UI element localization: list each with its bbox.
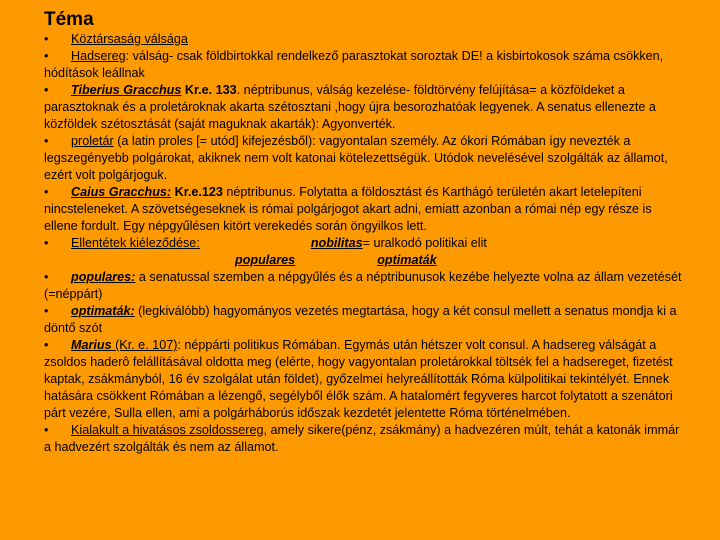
topic-crisis: Köztársaság válsága <box>71 32 188 46</box>
paragraph-army <box>44 48 684 82</box>
paragraph-tiberius <box>44 82 684 133</box>
name-caius: Caius Gracchus: <box>71 185 172 199</box>
slide-title: Téma <box>44 9 94 30</box>
text-marius: : néppárti politikus Rómában. Egymás után hétszer volt consul. A hadsereg válságát a zsoldos haderô felállításával oldotta meg (elérte, hogy vagyontalan proletárokkal töltsék fel a hadsereget, fizetést kaptak, zsákmányból, 16 év szolgálat után földet), győzelmei helyreállították Róma külpolitikai tekintélyét. Ennek hatására csökkent Rómában a lézengő, segélyből élők szám. A hatalomért fegyveres harcot folytatott a szenátori párt vezére, Sulla ellen, ami a polgárháborús időszak kezdetét jelentette Róma történelmében. <box>44 338 673 420</box>
name-marius: Marius <box>71 338 116 352</box>
paragraph-marius <box>44 337 684 422</box>
name-tiberius: Tiberius Gracchus <box>71 83 182 97</box>
term-proletar: proletár <box>71 134 114 148</box>
text-caius: néptribunus. Folytatta a földosztást és Karthágó területén akart letelepíteni nincsteleneket. A szövetségeseknek is római polgárjogot akart adni, emiatt azonban a római nép egy része is ellene fordult. Egy népgyűlésen kitört verekedés során öngyilkos lett. <box>44 185 652 233</box>
bullet: • <box>44 423 49 437</box>
term-conflicts: Ellentétek kiéleződése: <box>71 236 200 250</box>
bullet: • <box>44 83 49 97</box>
bullet: • <box>44 134 49 148</box>
term-army: Hadsereg <box>71 49 126 63</box>
term-populares-heading: populares <box>235 253 296 267</box>
text-proletar: (a latin proles [= utód] kifejezésből): vagyontalan személy. Az ókori Rómában így nevezték a legszegényebb polgárokat, akiknek nem volt katonai kötelezettségük. Utódok nevelésével szolgálták az államot, ezért volt polgárjoguk. <box>44 134 668 182</box>
term-optimatak: optimaták: <box>71 304 135 318</box>
paragraph-mercenary <box>44 422 684 456</box>
term-populares: populares: <box>71 270 136 284</box>
paragraph-conflicts <box>44 235 684 252</box>
text-army: : válság- csak földbirtokkal rendelkező parasztokat soroztak DE! a kisbirtokosok száma csökken, hódítások leállnak <box>44 49 664 80</box>
date-tiberius: Kr.e. 133 <box>181 83 237 97</box>
term-nobilitas: nobilitas <box>310 236 363 250</box>
paragraph-proletar <box>44 133 684 184</box>
date-caius: Kr.e.123 <box>171 185 223 199</box>
text-tiberius: . néptribunus, válság kezelése- földtörvény felújítása= a közföldeket a parasztoknak és a proletároknak akarta szétosztani ,hogy újra besorozhatóak legyenek. A senatus ellenezte a közföldek szétosztását (saját maguknak akarták): Agyonverték. <box>44 83 656 131</box>
term-mercenary: Kialakult a hivatásos zsoldossereg <box>71 423 264 437</box>
text-populares: a senatussal szemben a népgyűlés és a néptribunusok kezébe helyezte volna az állam vezetését (=néppárt) <box>44 270 682 301</box>
text-mercenary: , amely sikere(pénz, zsákmány) a hadvezéren múlt, tehát a katonák immár a hadvezért szolgálták és nem az államot. <box>44 423 680 454</box>
bullet: • <box>44 32 49 46</box>
paragraph-factions <box>44 252 684 269</box>
paragraph-optimatak <box>44 303 684 337</box>
text-nobilitas: = uralkodó politikai elit <box>362 236 487 250</box>
paragraph-crisis <box>44 31 684 48</box>
bullet: • <box>44 304 49 318</box>
paragraph-populares <box>44 269 684 303</box>
bullet: • <box>44 185 49 199</box>
paragraph-caius <box>44 184 684 235</box>
bullet: • <box>44 236 49 250</box>
bullet: • <box>44 270 49 284</box>
term-optimatak-heading: optimaták <box>377 253 437 267</box>
text-optimatak: (legkiválóbb) hagyományos vezetés megtartása, hogy a két consul mellett a senatus mondja ki a döntő szót <box>44 304 677 335</box>
date-marius: (Kr. e. 107) <box>115 338 178 352</box>
bullet: • <box>44 338 49 352</box>
bullet: • <box>44 49 49 63</box>
slide-body <box>44 31 684 456</box>
